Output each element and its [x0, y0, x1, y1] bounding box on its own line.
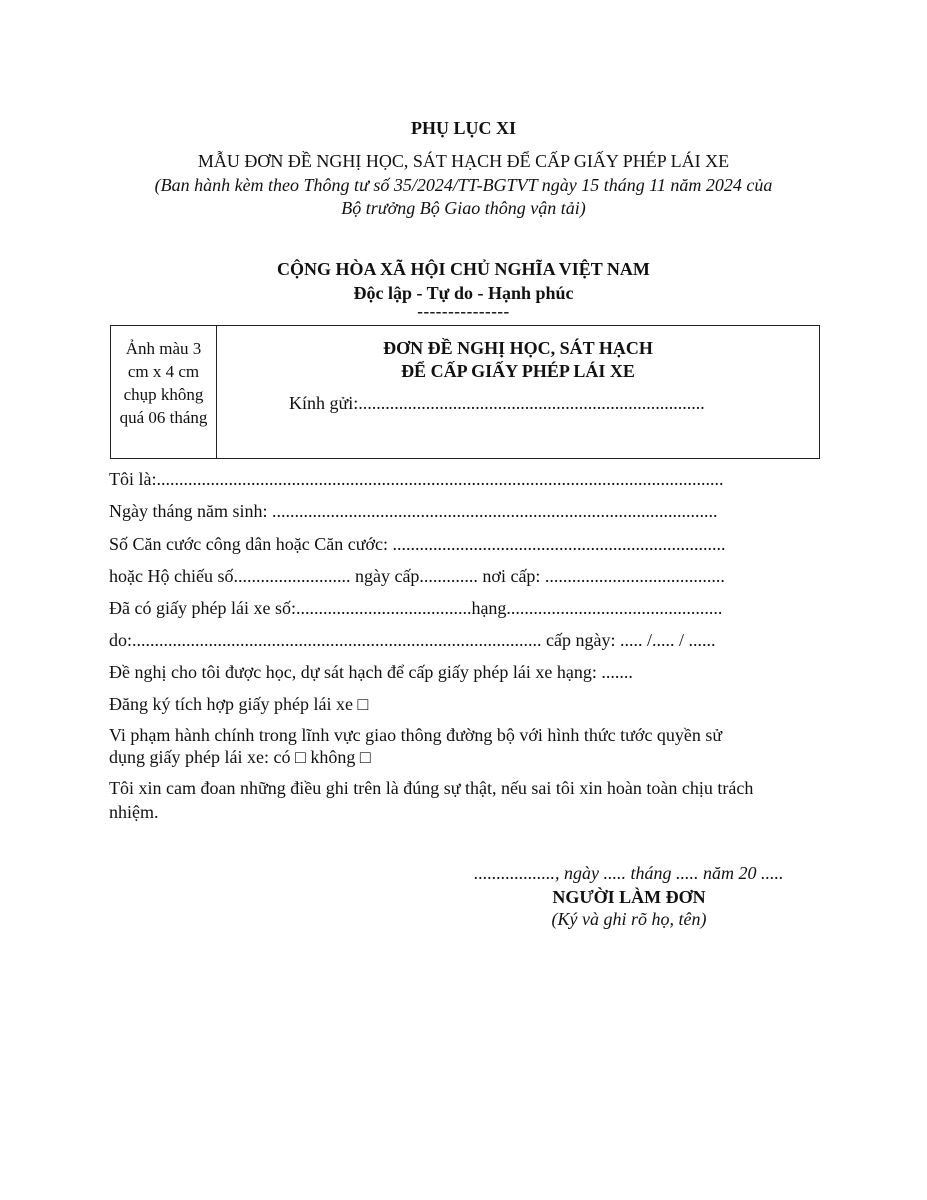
signature-instruction: (Ký và ghi rõ họ, tên): [551, 909, 707, 929]
signature-date-line: .................., ngày ..... tháng ..... năm 20 .....: [474, 863, 784, 883]
violation-line1: Vi phạm hành chính trong lĩnh vực giao thông đường bộ với hình thức tước quyền sử: [109, 725, 723, 745]
declaration-line1: Tôi xin cam đoan những điều ghi trên là đúng sự thật, nếu sai tôi xin hoàn toàn chịu trách: [109, 778, 754, 798]
issuance-note-line2: Bộ trưởng Bộ Giao thông vận tải): [341, 198, 586, 218]
appendix-title: PHỤ LỤC XI: [410, 118, 516, 138]
signer-role: NGƯỜI LÀM ĐƠN: [552, 887, 706, 907]
photo-instruction-line: Ảnh màu 3: [125, 339, 202, 358]
passport-field: hoặc Hộ chiếu số.......................... ngày cấp............. nơi cấp: ........................................: [109, 566, 725, 586]
license-class-request: Đề nghị cho tôi được học, dự sát hạch để cấp giấy phép lái xe hạng: .......: [109, 662, 633, 682]
form-template-title: MẪU ĐƠN ĐỀ NGHỊ HỌC, SÁT HẠCH ĐỂ CẤP GIẤY PHÉP LÁI XE: [197, 151, 730, 171]
motto-divider: ---------------: [417, 302, 510, 321]
license-issuer-field: do:........................................................................................... cấp ngày: ..... /..... / ......: [109, 630, 716, 650]
photo-instruction-line: quá 06 tháng: [119, 408, 208, 427]
addressee-field: Kính gửi:.............................................................................: [289, 393, 705, 413]
photo-instruction-line: cm x 4 cm: [127, 362, 200, 381]
date-of-birth-field: Ngày tháng năm sinh: ...................................................................................................: [109, 501, 718, 521]
national-motto: Độc lập - Tự do - Hạnh phúc: [353, 283, 574, 303]
application-title-line1: ĐƠN ĐỀ NGHỊ HỌC, SÁT HẠCH: [383, 338, 653, 358]
license-integration-checkbox: Đăng ký tích hợp giấy phép lái xe □: [109, 694, 369, 714]
violation-line2: dụng giấy phép lái xe: có □ không □: [109, 747, 371, 767]
photo-instruction-line: chụp không: [123, 385, 204, 404]
photo-placeholder: [111, 326, 217, 458]
name-field: Tôi là:..............................................................................................................................: [109, 469, 724, 489]
id-number-field: Số Căn cước công dân hoặc Căn cước: ..........................................................................: [109, 534, 726, 554]
application-title-line2: ĐỂ CẤP GIẤY PHÉP LÁI XE: [401, 361, 635, 381]
national-title: CỘNG HÒA XÃ HỘI CHỦ NGHĨA VIỆT NAM: [277, 259, 650, 279]
existing-license-field: Đã có giấy phép lái xe số:.......................................hạng................................................: [109, 598, 723, 618]
declaration-line2: nhiệm.: [109, 802, 159, 822]
issuance-note-line1: (Ban hành kèm theo Thông tư số 35/2024/TT-BGTVT ngày 15 tháng 11 năm 2024 của: [154, 175, 773, 195]
application-header-box: [110, 325, 820, 459]
